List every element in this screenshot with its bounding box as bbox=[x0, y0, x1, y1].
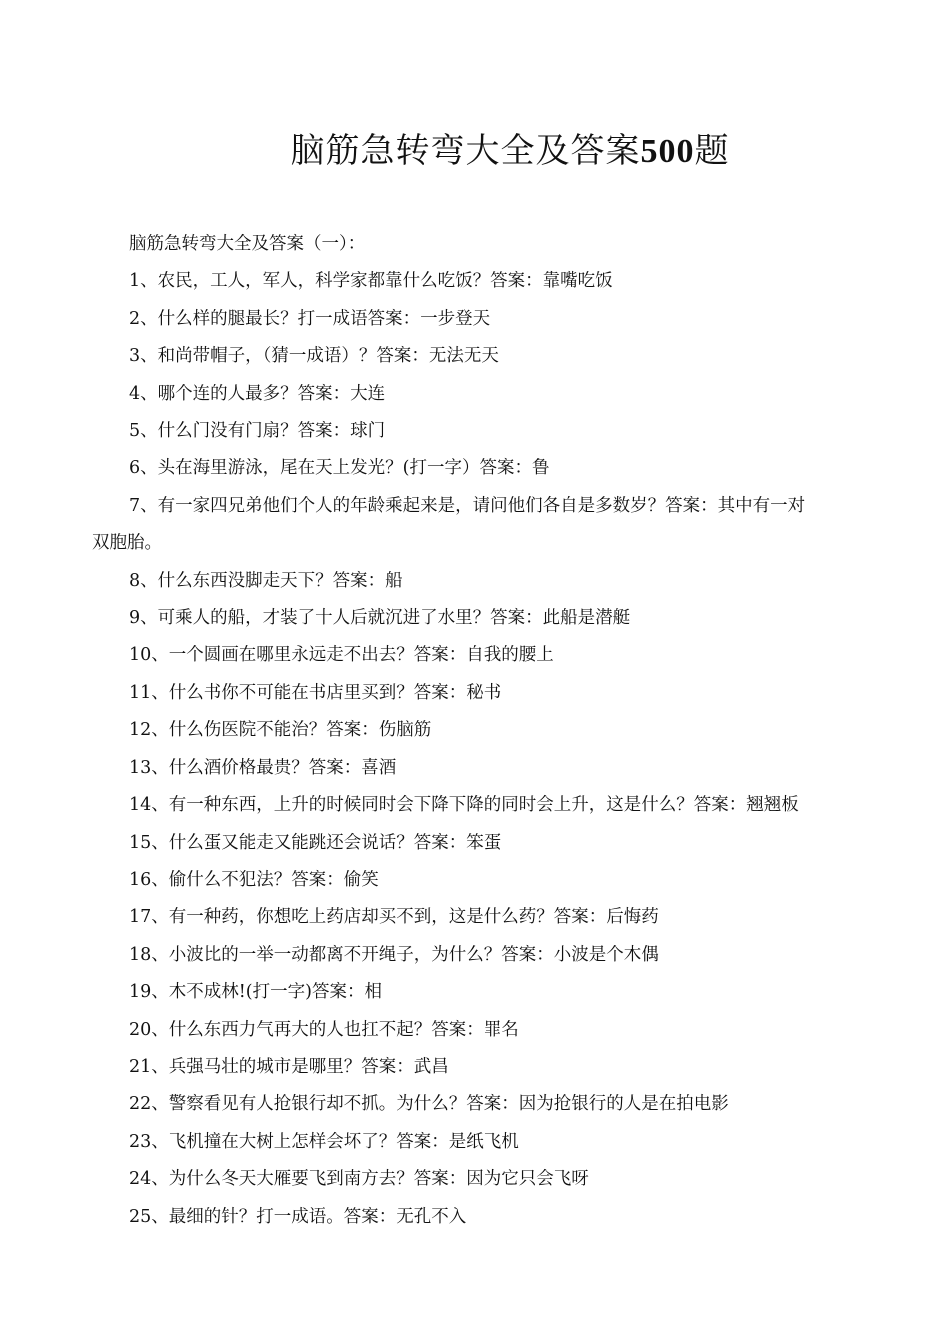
riddle-item: 5、什么门没有门扇？答案：球门 bbox=[129, 421, 386, 442]
riddle-item: 9、可乘人的船，才装了十人后就沉进了水里？答案：此船是潜艇 bbox=[129, 608, 631, 629]
riddle-item: 19、木不成林!(打一字)答案：相 bbox=[129, 982, 382, 1003]
riddle-item: 17、有一种药，你想吃上药店却买不到，这是什么药？答案：后悔药 bbox=[129, 907, 659, 928]
riddle-item: 20、什么东西力气再大的人也扛不起？答案：罪名 bbox=[129, 1019, 519, 1040]
riddle-item: 21、兵强马壮的城市是哪里？答案：武昌 bbox=[129, 1056, 449, 1077]
page-title bbox=[0, 128, 950, 175]
title-prefix: 脑筋急转弯大全及答案 bbox=[290, 131, 641, 171]
title-number: 500 bbox=[640, 133, 695, 170]
riddle-item: 22、警察看见有人抢银行却不抓。为什么？答案：因为抢银行的人是在拍电影 bbox=[129, 1094, 729, 1115]
riddle-item: 23、飞机撞在大树上怎样会坏了？答案：是纸飞机 bbox=[129, 1131, 519, 1152]
riddle-item: 11、什么书你不可能在书店里买到？答案：秘书 bbox=[129, 682, 502, 703]
document-body bbox=[92, 226, 862, 1236]
riddle-item: 10、一个圆画在哪里永远走不出去？答案：自我的腰上 bbox=[129, 645, 554, 666]
riddle-item: 13、什么酒价格最贵？答案：喜酒 bbox=[129, 757, 397, 778]
riddle-item: 8、什么东西没脚走天下？答案：船 bbox=[129, 570, 403, 591]
riddle-item: 16、偷什么不犯法？答案：偷笑 bbox=[129, 869, 379, 890]
title-suffix: 题 bbox=[694, 131, 730, 171]
riddle-item: 12、什么伤医院不能治？答案：伤脑筋 bbox=[129, 720, 432, 741]
riddle-item: 1、农民，工人，军人，科学家都靠什么吃饭？答案：靠嘴吃饭 bbox=[129, 271, 613, 292]
riddle-item: 2、什么样的腿最长？打一成语答案：一步登天 bbox=[129, 308, 491, 329]
riddle-item: 6、头在海里游泳，尾在天上发光？(打一字）答案：鲁 bbox=[129, 458, 550, 479]
riddle-item-continuation: 双胞胎。 bbox=[92, 533, 162, 554]
riddle-item: 4、哪个连的人最多？答案：大连 bbox=[129, 383, 386, 404]
riddle-item: 25、最细的针？打一成语。答案：无孔不入 bbox=[129, 1206, 467, 1227]
riddle-item: 18、小波比的一举一动都离不开绳子，为什么？答案：小波是个木偶 bbox=[129, 944, 659, 965]
riddle-item: 3、和尚带帽子，（猜一成语）？答案：无法无天 bbox=[129, 346, 499, 367]
riddle-item: 15、什么蛋又能走又能跳还会说话？答案：笨蛋 bbox=[129, 832, 502, 853]
riddle-item: 14、有一种东西，上升的时候同时会下降下降的同时会上升，这是什么？答案：翘翘板 bbox=[129, 795, 799, 816]
section-heading: 脑筋急转弯大全及答案（一）： bbox=[129, 234, 366, 254]
riddle-item: 7、有一家四兄弟他们个人的年龄乘起来是，请问他们各自是多数岁？答案：其中有一对 bbox=[129, 495, 806, 516]
riddle-item: 24、为什么冬天大雁要飞到南方去？答案：因为它只会飞呀 bbox=[129, 1169, 589, 1190]
